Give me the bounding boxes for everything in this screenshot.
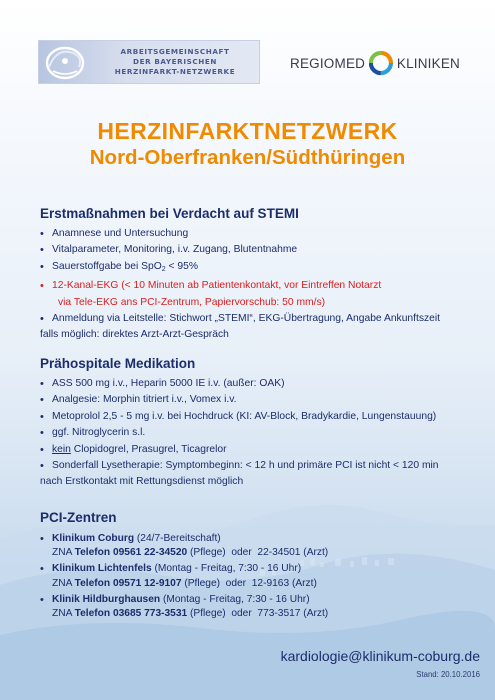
phone-arzt: 773-3517 (257, 608, 301, 620)
agm-text (91, 47, 259, 77)
kein-underlined: kein (52, 443, 71, 455)
medikation-list (40, 376, 480, 491)
telefon-label: Telefon (74, 608, 111, 620)
agm-line-2: DER BAYERISCHEN (133, 57, 217, 66)
arzt-label: (Arzt) (289, 577, 317, 589)
list-item (40, 442, 480, 458)
agm-logo (38, 40, 260, 84)
pflege-label: (Pflege) oder (187, 608, 258, 620)
kliniken-text: KLINIKEN (396, 55, 460, 71)
section-title-erstmassnahmen: Erstmaßnahmen bei Verdacht auf STEMI (40, 206, 299, 221)
regiomed-text: REGIOMED (290, 55, 366, 71)
pci-center-lichtenfels (40, 562, 480, 591)
center-hours: (24/7-Bereitschaft) (134, 533, 221, 544)
page-title: HERZINFARKTNETZWERK (97, 118, 398, 144)
erstmassnahmen-list (40, 226, 480, 344)
list-item-lyse (40, 458, 480, 491)
telefon-label: Telefon (74, 547, 111, 559)
zna-label: ZNA (52, 577, 75, 589)
ekg-line-1: • 12-Kanal-EKG (< 10 Minuten ab Patientenkontakt, vor Eintreffen Notarzt (52, 280, 382, 292)
anmeldung-line-2: falls möglich: direktes Arzt-Arzt-Gespräch (40, 329, 229, 341)
list-item: • ggf. Nitroglycerin s.l. (40, 425, 480, 441)
agm-line-1: ARBEITSGEMEINSCHAFT (120, 47, 230, 56)
pci-centers-list (40, 532, 480, 623)
spo2-subscript: 2 (161, 265, 166, 273)
telefon-label: Telefon (74, 577, 111, 589)
heart-emblem-icon (43, 43, 87, 83)
phone-pflege: 09561 22-34520 (112, 547, 188, 559)
list-item: • ASS 500 mg i.v., Heparin 5000 IE i.v. (außer: OAK) (40, 376, 480, 392)
lyse-line-1: • Sonderfall Lysetherapie: Symptombeginn: < 12 h und primäre PCI ist nicht < 120 min (52, 460, 439, 472)
page-subtitle: Nord-Oberfranken/Südthüringen (89, 146, 406, 169)
lyse-line-2: nach Erstkontakt mit Rettungsdienst möglich (40, 476, 244, 488)
regiomed-ring-icon (369, 50, 393, 76)
anmeldung-line-1: • Anmeldung via Leitstelle: Stichwort „STEMI“, EKG-Übertragung, Angabe Ankunftszeit (52, 313, 441, 325)
list-item: • Vitalparameter, Monitoring, i.v. Zugang, Blutentnahme (40, 242, 480, 258)
list-item: • Metoprolol 2,5 - 5 mg i.v. bei Hochdruck (KI: AV-Block, Bradykardie, Lungenstauung) (40, 409, 480, 425)
pci-center-hildburghausen (40, 593, 480, 622)
section-title-medikation: Prähospitale Medikation (40, 356, 196, 371)
pci-center-coburg (40, 532, 480, 561)
spo2-label: Sauerstoffgabe bei SpO (52, 260, 162, 272)
pflege-label: (Pflege) oder (181, 577, 252, 589)
contact-email[interactable]: kardiologie@klinikum-coburg.de (280, 648, 480, 664)
kein-rest: Clopidogrel, Prasugrel, Ticagrelor (70, 443, 227, 455)
center-hours: (Montag - Freitag, 7:30 - 16 Uhr) (160, 593, 310, 605)
arzt-label: (Arzt) (300, 608, 329, 620)
regiomed-logo (290, 48, 460, 78)
zna-label: ZNA (52, 547, 75, 559)
ekg-line-2: via Tele-EKG ans PCI-Zentrum, Papiervorschub: 50 mm/s) (58, 296, 326, 308)
center-name: Klinik Hildburghausen (52, 593, 161, 605)
spo2-threshold: < 95% (165, 260, 198, 272)
pflege-label: (Pflege) oder (187, 547, 258, 559)
list-item: • Analgesie: Morphin titriert i.v., Vomex i.v. (40, 392, 480, 408)
agm-line-3: HERZINFARKT-NETZWERKE (114, 67, 236, 76)
center-hours: (Montag - Freitag, 7:30 - 16 Uhr) (151, 563, 302, 575)
center-name: Klinikum Coburg (52, 533, 135, 544)
phone-pflege: 09571 12-9107 (112, 577, 182, 589)
list-item-anmeldung (40, 311, 480, 344)
list-item-ekg (40, 278, 480, 311)
section-title-pci: PCI-Zentren (40, 510, 117, 525)
zna-label: ZNA (52, 608, 75, 620)
list-item: • Anamnese und Untersuchung (40, 226, 480, 242)
phone-arzt: 12-9163 (251, 577, 290, 589)
list-item (40, 259, 480, 278)
phone-pflege: 03685 773-3531 (112, 608, 188, 620)
stand-date: Stand: 20.10.2016 (416, 670, 480, 679)
phone-arzt: 22-34501 (257, 547, 301, 559)
center-name: Klinikum Lichtenfels (52, 563, 152, 575)
title-block (0, 118, 495, 170)
arzt-label: (Arzt) (300, 547, 329, 559)
